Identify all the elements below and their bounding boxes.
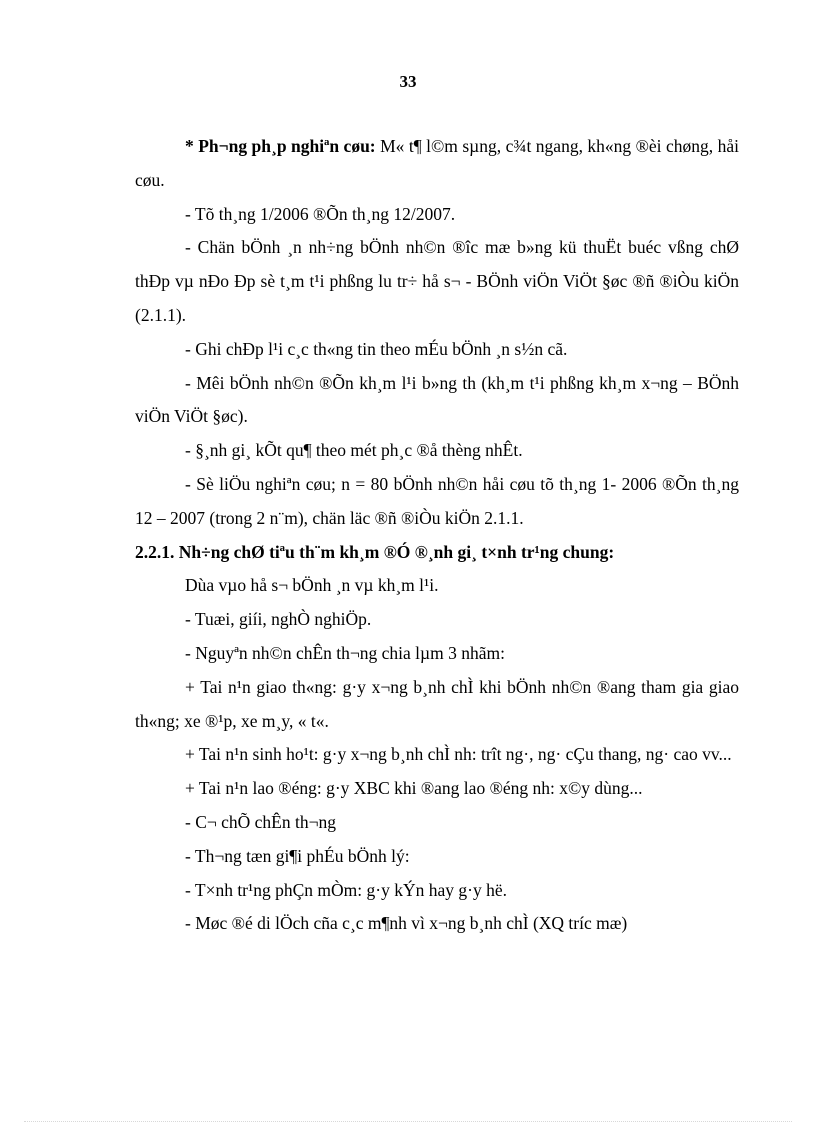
paragraph: - §¸nh gi¸ kÕt qu¶ theo mét ph¸c ®å thèng nhÊt. [185,440,523,461]
paragraph: - Sè liÖu nghiªn cøu; n = 80 bÖnh nh©n håi cøu tõ th¸ng 1- 2006 ®Õn th¸ng 12 – 2007 (trong 2 n¨m), chän läc ®ñ ®iÒu kiÖn 2.1.1. [135,473,739,528]
paragraph: + Tai n¹n giao th«ng: g·y x¬ng b¸nh chÌ khi bÖnh nh©n ®ang tham gia giao th«ng; xe ®¹p, xe m¸y, « t«. [135,676,739,731]
paragraph: - T×nh tr¹ng phÇn mÒm: g·y kÝn hay g·y hë. [185,879,507,900]
paragraph: - Chän bÖnh ¸n nh÷ng bÖnh nh©n ®îc mæ b»ng kü thuËt buéc vßng chØ thÐp vµ nÐo Ðp sè t¸m t¹i phßng lu tr÷ hå s¬ - BÖnh viÖn ViÖt §øc ®ñ ®iÒu kiÖn (2.1.1). [135,237,739,325]
paragraph: Dùa vµo hå s¬ bÖnh ¸n vµ kh¸m l¹i. [185,575,439,596]
paragraph: - Mêi bÖnh nh©n ®Õn kh¸m l¹i b»ng th (kh¸m t¹i phßng kh¸m x¬ng – BÖnh viÖn ViÖt §øc). [135,372,739,427]
method-text: M« t¶ l©m sµng, c¾t ngang, kh«ng ®èi chøng, håi cøu. [135,136,739,190]
paragraph: + Tai n¹n lao ®éng: g·y XBC khi ®ang lao ®éng nh: x©y dùng... [185,778,643,799]
section-heading: 2.2.1. Nh÷ng chØ tiªu th¨m kh¸m ®Ó ®¸nh gi¸ t×nh tr¹ng chung: [135,541,615,562]
paragraph: - Møc ®é di lÖch cña c¸c m¶nh vì x¬ng b¸nh chÌ (XQ tríc mæ) [185,913,628,934]
paragraph: - Ghi chÐp l¹i c¸c th«ng tin theo mÉu bÖnh ¸n s½n cã. [185,338,568,359]
method-label: * Ph¬ng ph¸p nghiªn cøu: [185,136,376,156]
page-bottom-rule [24,1121,792,1122]
paragraph: - Tuæi, giíi, nghÒ nghiÖp. [185,609,372,630]
paragraph: - Nguyªn nh©n chÊn th¬ng chia lµm 3 nhãm: [185,642,505,663]
document-body [135,130,739,941]
paragraph: - C¬ chÕ chÊn th¬ng [185,811,336,832]
paragraph: - Tõ th¸ng 1/2006 ®Õn th¸ng 12/2007. [185,203,456,224]
method-paragraph [135,130,739,198]
paragraph: + Tai n¹n sinh ho¹t: g·y x¬ng b¸nh chÌ nh: trît ng·, ng· cÇu thang, ng· cao vv... [185,744,732,765]
paragraph: - Th¬ng tæn gi¶i phÉu bÖnh lý: [185,845,410,866]
page-number: 33 [399,72,417,91]
